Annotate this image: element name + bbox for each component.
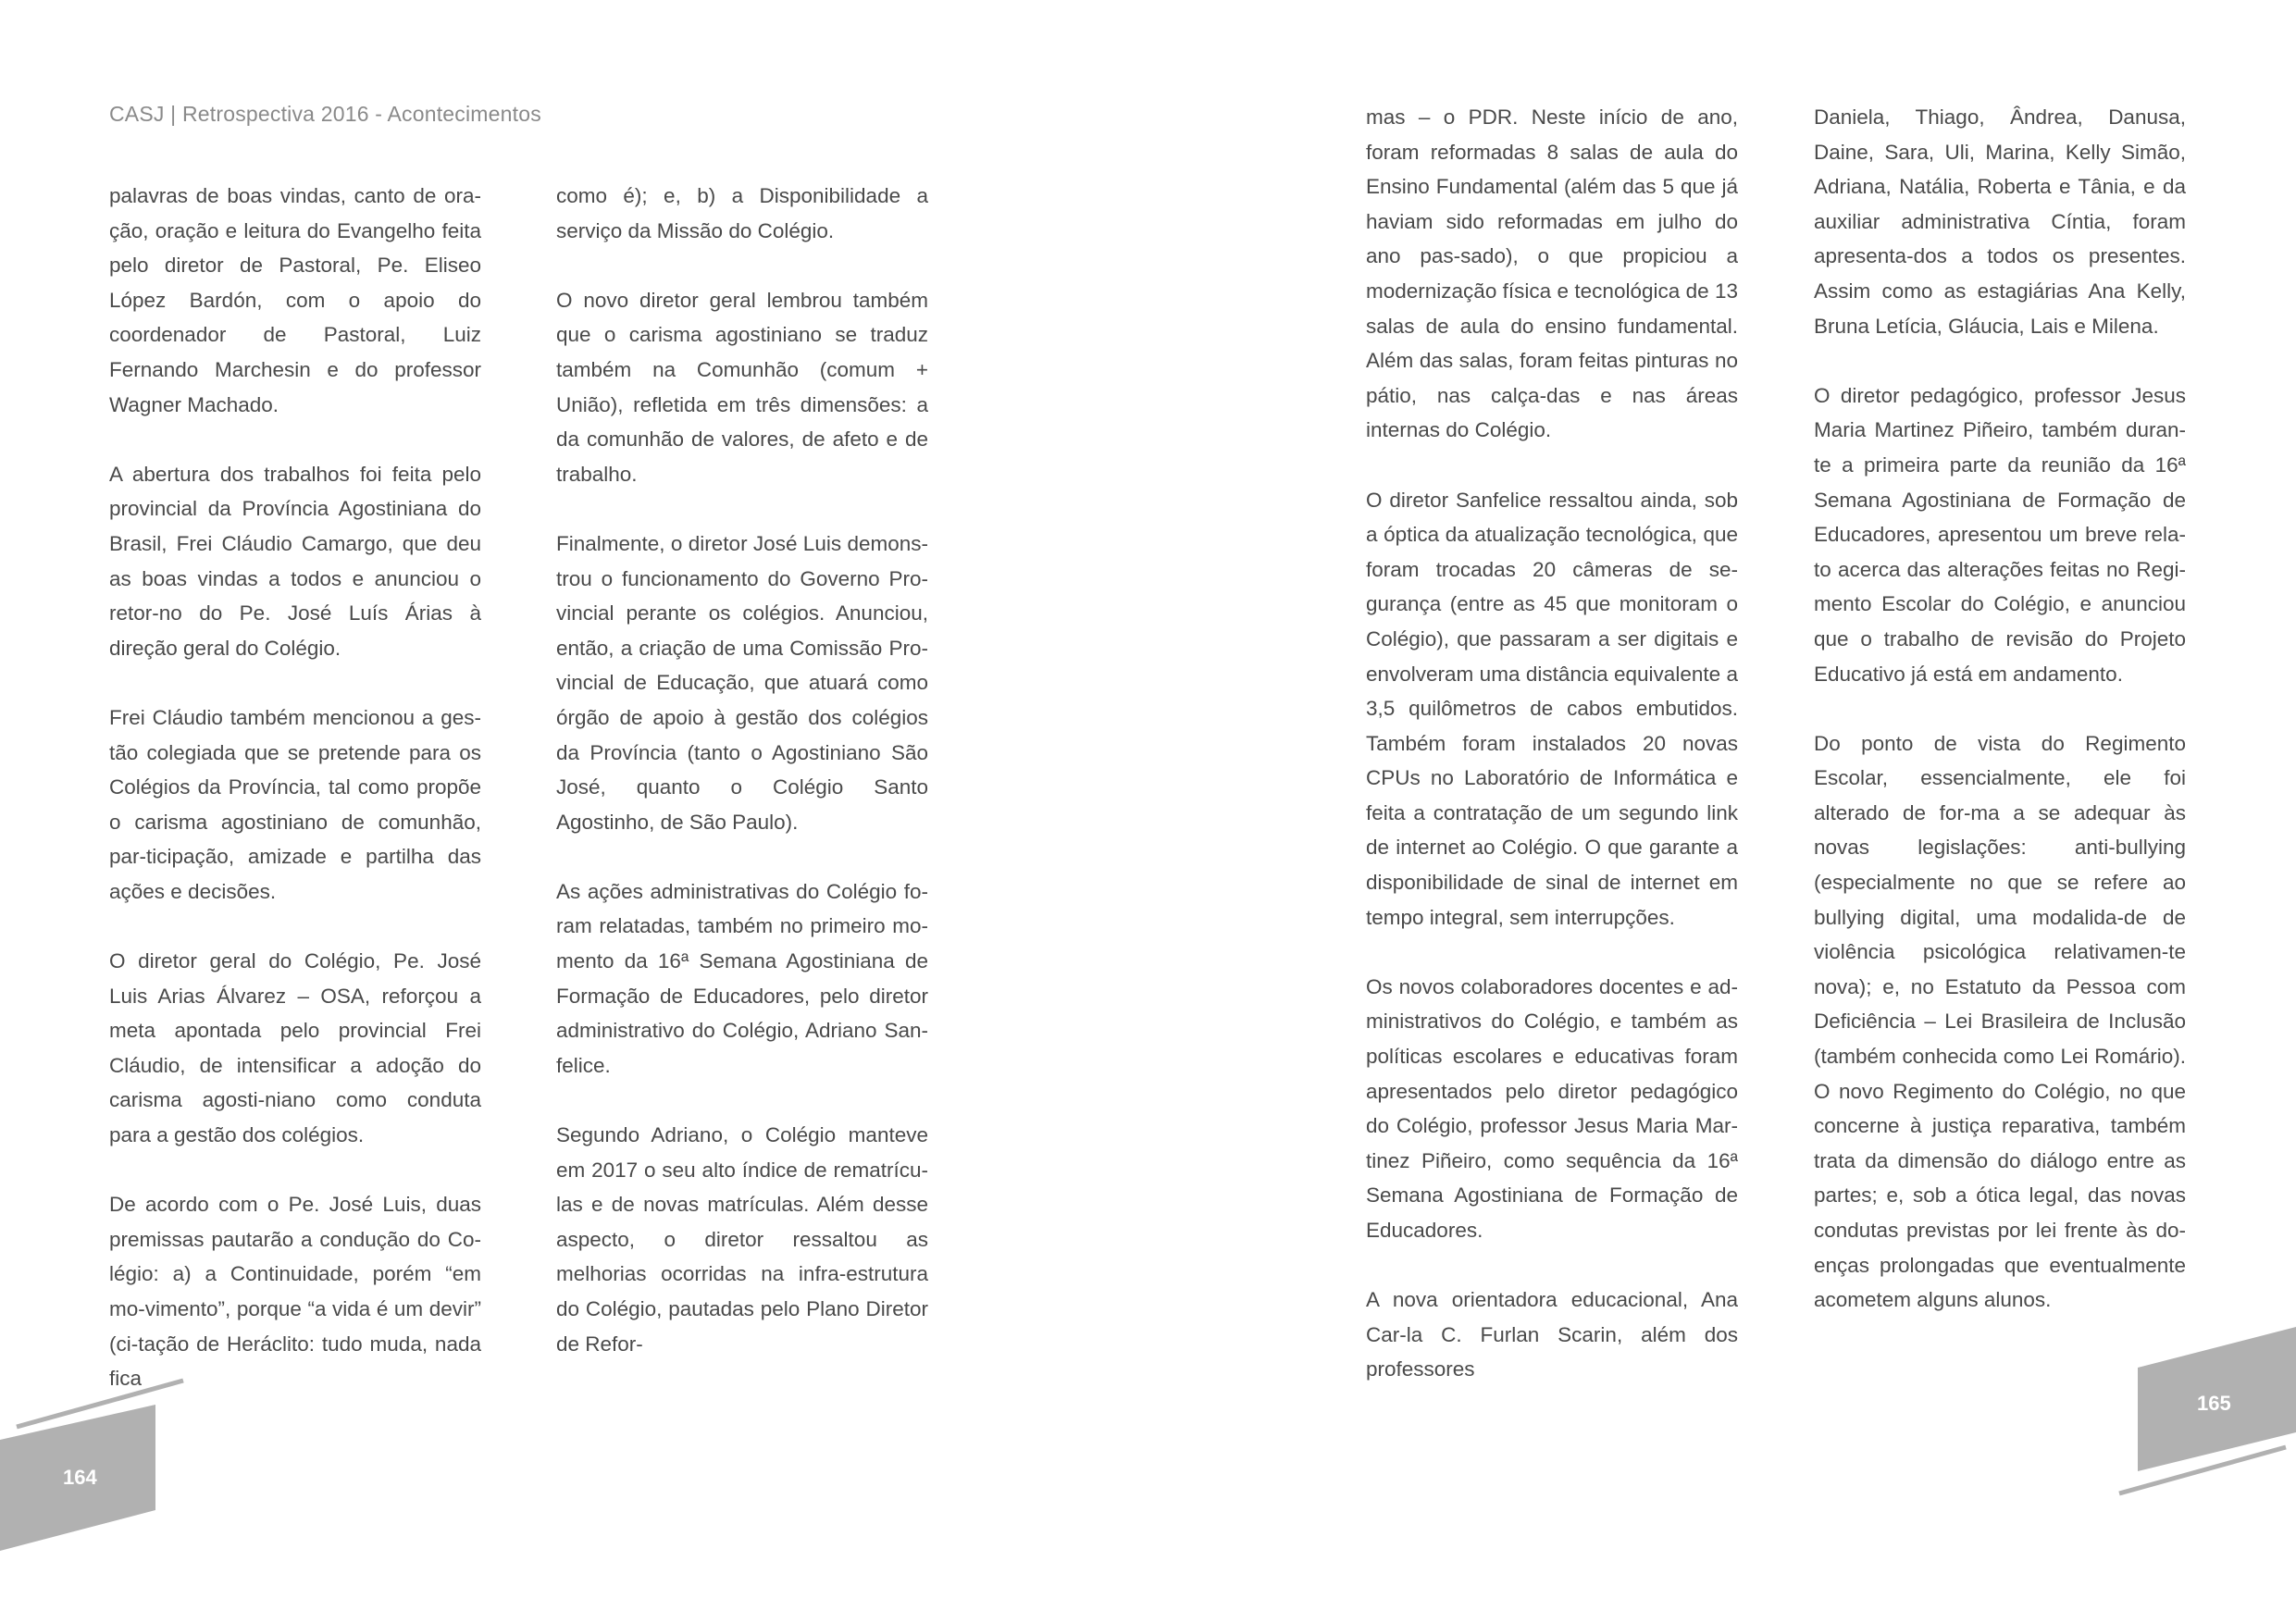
paragraph: O diretor pedagógico, professor Jesus Maria Martinez Piñeiro, também duran-te a primeira parte da reunião da 16ª Semana Agostiniana de Formação de Educadores, apresentou um breve rela-to acerca das alterações feitas no Regi-mento Escolar do Colégio, e anunciou que o trabalho de revisão do Projeto Educativo já está em andamento. (1814, 383, 2186, 686)
paragraph: Daniela, Thiago, Ândrea, Danusa, Daine, Sara, Uli, Marina, Kelly Simão, Adriana, Natália, Roberta e Tânia, e da auxiliar administrativa Cíntia, foram apresenta-dos a todos os presentes. Assim como as estagiárias Ana Kelly, Bruna Letícia, Gláucia, Lais e Milena. (1814, 105, 2186, 338)
paragraph: A nova orientadora educacional, Ana Car-la C. Furlan Scarin, além dos professores (1366, 1288, 1738, 1381)
paragraph: A abertura dos trabalhos foi feita pelo provincial da Província Agostiniana do Brasil, Frei Cláudio Camargo, que deu as boas vindas a todos e anunciou o retor-no do Pe. José Luís Árias à direção geral do Colégio. (109, 462, 481, 660)
paragraph: como é); e, b) a Disponibilidade a serviço da Missão do Colégio. (556, 184, 928, 242)
paragraph: O novo diretor geral lembrou também que o carisma agostiniano se traduz também na Comunhão (comum + União), refletida em três dimensões: a da comunhão de valores, de afeto e de trabalho. (556, 288, 928, 486)
paragraph: Os novos colaboradores docentes e ad-ministrativos do Colégio, e também as políticas escolares e educativas foram apresentados pelo diretor pedagógico do Colégio, professor Jesus Maria Mar-tinez Piñeiro, como sequência da 16ª Semana Agostiniana de Formação de Educadores. (1366, 974, 1738, 1242)
paragraph: O diretor Sanfelice ressaltou ainda, sob a óptica da atualização tecnológica, que foram trocadas 20 câmeras de se-gurança (entre as 45 que monitoram o Colégio), que passaram a ser digitais e envolveram uma distância equivalente a 3,5 quilômetros de cabos embutidos. Também foram instalados 20 novas CPUs no Laboratório de Informática e feita a contratação de um segundo link de internet ao Colégio. O que garante a disponibilidade de sinal de internet em tempo integral, sem interrupções. (1366, 488, 1738, 929)
page-number-right: 165 (2197, 1392, 2231, 1415)
paragraph: Segundo Adriano, o Colégio manteve em 2017 o seu alto índice de rematrícu-las e de novas matrículas. Além desse aspecto, o diretor ressaltou as melhorias ocorridas na infra-estrutura do Colégio, pautadas pelo Plano Diretor de Refor- (556, 1123, 928, 1356)
paragraph: O diretor geral do Colégio, Pe. José Luis Arias Álvarez – OSA, reforçou a meta apontada pelo provincial Frei Cláudio, de intensificar a adoção do carisma agosti-niano como conduta para a gestão dos colégios. (109, 949, 481, 1147)
page-number-left: 164 (63, 1466, 97, 1489)
paragraph: De acordo com o Pe. José Luis, duas premissas pautarão a condução do Co-légio: a) a Continuidade, porém “em mo-vimento”, porque “a vida é um devir” (ci-tação de Heráclito: tudo muda, nada fica (109, 1193, 481, 1391)
paragraph: Do ponto de vista do Regimento Escolar, essencialmente, ele foi alterado de for-ma a se adequar às novas legislações: anti-bullying (especialmente no que se refere ao bullying digital, uma modalida-de de violência psicológica relativamen-te nova); e, no Estatuto da Pessoa com Deficiência – Lei Brasileira de Inclusão (também conhecida como Lei Romário). O novo Regimento do Colégio, no que concerne à justiça reparativa, também trata da dimensão do diálogo entre as partes; e, sob a ótica legal, das novas condutas previstas por lei frente às do-enças prolongadas que eventualmente acometem alguns alunos. (1814, 731, 2186, 1312)
paragraph: Finalmente, o diretor José Luis demons-trou o funcionamento do Governo Pro-vincial perante os colégios. Anunciou, então, a criação de uma Comissão Pro-vincial de Educação, que atuará como órgão de apoio à gestão dos colégios da Província (tanto o Agostiniano São José, quanto o Colégio Santo Agostinho, de São Paulo). (556, 531, 928, 834)
paragraph: mas – o PDR. Neste início de ano, foram reformadas 8 salas de aula do Ensino Fundamental (além das 5 que já haviam sido reformadas em julho do ano pas-sado), o que propiciou a modernização física e tecnológica de 13 salas de aula do ensino fundamental. Além das salas, foram feitas pinturas no pátio, nas calça-das e nas áreas internas do Colégio. (1366, 105, 1738, 442)
running-header: CASJ | Retrospectiva 2016 - Acontecimentos (109, 102, 541, 126)
paragraph: Frei Cláudio também mencionou a ges-tão colegiada que se pretende para os Colégios da Província, tal como propõe o carisma agostiniano de comunhão, par-ticipação, amizade e partilha das ações e decisões. (109, 705, 481, 903)
paragraph: As ações administrativas do Colégio fo-ram relatadas, também no primeiro mo-mento da 16ª Semana Agostiniana de Formação de Educadores, pelo diretor administrativo do Colégio, Adriano San-felice. (556, 879, 928, 1077)
paragraph: palavras de boas vindas, canto de ora-ção, oração e leitura do Evangelho feita pelo diretor de Pastoral, Pe. Eliseo López Bardón, com o apoio do coordenador de Pastoral, Luiz Fernando Marchesin e do professor Wagner Machado. (109, 184, 481, 416)
